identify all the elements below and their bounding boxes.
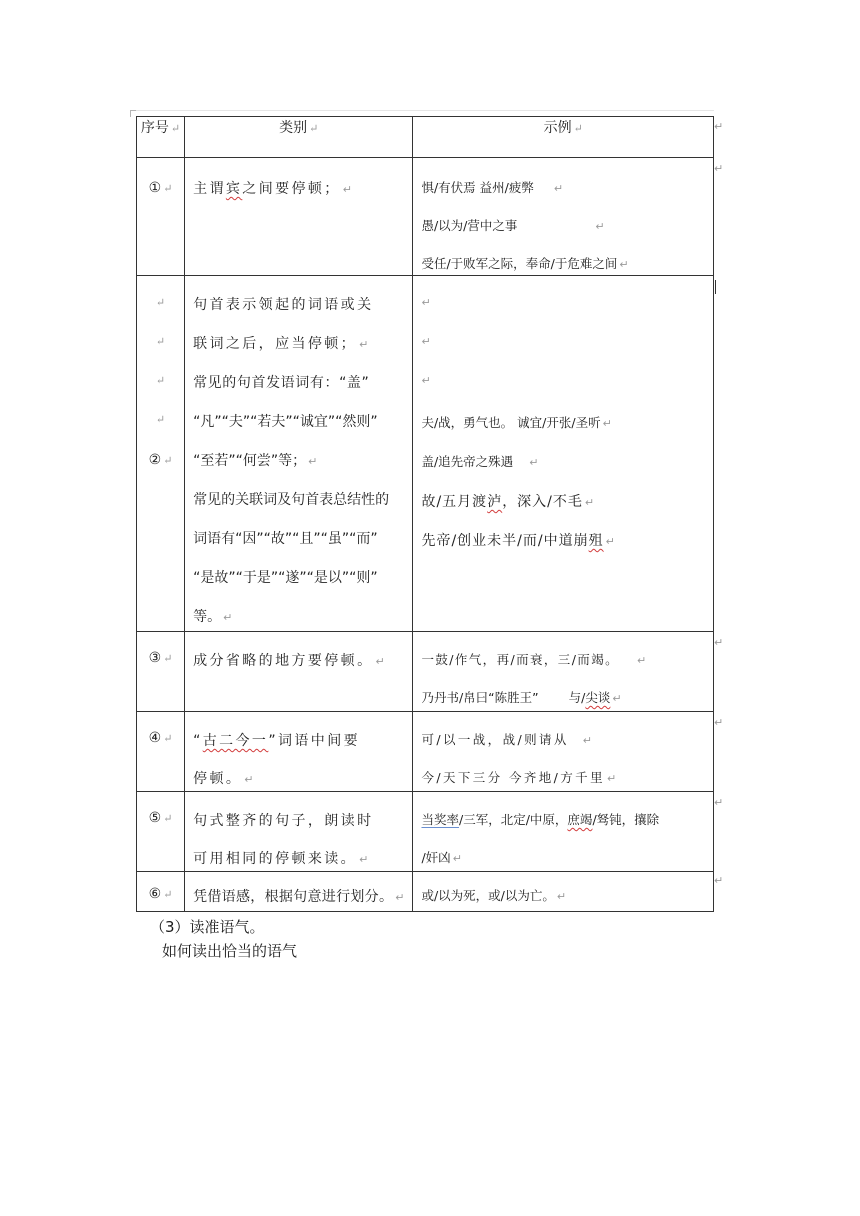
- row-end-mark: ↵: [714, 120, 724, 133]
- text-cursor: [715, 280, 716, 294]
- row-number: ↵ ↵ ↵ ↵ ② ↵: [137, 276, 185, 632]
- top-rule: [136, 110, 714, 111]
- section-subtitle: 如何读出恰当的语气: [162, 942, 298, 960]
- row-number: ① ↵: [137, 158, 185, 276]
- table-row: [137, 632, 714, 712]
- table-row: [137, 792, 714, 872]
- section-heading: （3）读准语气。: [150, 918, 265, 936]
- header-category: 类别 ↵: [185, 117, 413, 158]
- table-row: [137, 158, 714, 276]
- header-no: 序号 ↵: [137, 117, 185, 158]
- row-category: 成分省略的地方要停顿。 ↵: [185, 632, 413, 712]
- table-header-row: [137, 117, 714, 158]
- table-row: [137, 872, 714, 912]
- table-row: [137, 276, 714, 632]
- row-category: 主谓宾之间要停顿； ↵: [185, 158, 413, 276]
- row-end-mark: ↵: [714, 796, 724, 809]
- table-row: [137, 712, 714, 792]
- row-example: 可/以一战，战/则请从 ↵ 今/天下三分 今齐地/方千里 ↵: [413, 712, 714, 792]
- row-example: 惧/有伏焉 益州/疲弊 ↵ 愚/以为/营中之事 ↵ 受任/于败军之际，奉命/于危难之间 ↵: [413, 158, 714, 276]
- row-example: 或/以为死，或/以为亡。 ↵: [413, 872, 714, 912]
- row-category: 句式整齐的句子，朗读时 可用相同的停顿来读。 ↵: [185, 792, 413, 872]
- row-end-mark: ↵: [714, 874, 724, 887]
- row-number: ④ ↵: [137, 712, 185, 792]
- row-end-mark: ↵: [714, 716, 724, 729]
- row-category: 凭借语感，根据句意进行划分。 ↵: [185, 872, 413, 912]
- row-end-mark: ↵: [714, 636, 724, 649]
- row-number: ③ ↵: [137, 632, 185, 712]
- row-end-mark: ↵: [714, 162, 724, 175]
- row-example: ↵ ↵ ↵ 夫/战，勇气也。 诚宜/开张/圣听 ↵ 盖/追先帝之殊遇 ↵ 故/五月渡泸，深入/不毛 ↵ 先帝/创业未半/而/中道崩殂 ↵: [413, 276, 714, 632]
- row-number: ⑥ ↵: [137, 872, 185, 912]
- row-number: ⑤ ↵: [137, 792, 185, 872]
- row-example: 当奖率/三军，北定/中原，庶竭/驽钝，攘除 /奸凶 ↵: [413, 792, 714, 872]
- row-category: 句首表示领起的词语或关 联词之后，应当停顿； ↵ 常见的句首发语词有：“盖” “凡”“夫”“若夫”“诚宜”“然则” “至若”“何尝”等； ↵ 常见的关联词及句首表总结性的 词语有“因”“故”“且”“虽”“而” “是故”“于是”“遂”“是以”“则” 等。 ↵: [185, 276, 413, 632]
- pause-rules-table: [136, 116, 714, 912]
- header-example: 示例 ↵: [413, 117, 714, 158]
- row-category: “古二今一”词语中间要 停顿。 ↵: [185, 712, 413, 792]
- row-example: 一鼓/作气，再/而衰，三/而竭。 ↵ 乃丹书/帛曰“陈胜王” 与/尖谈 ↵: [413, 632, 714, 712]
